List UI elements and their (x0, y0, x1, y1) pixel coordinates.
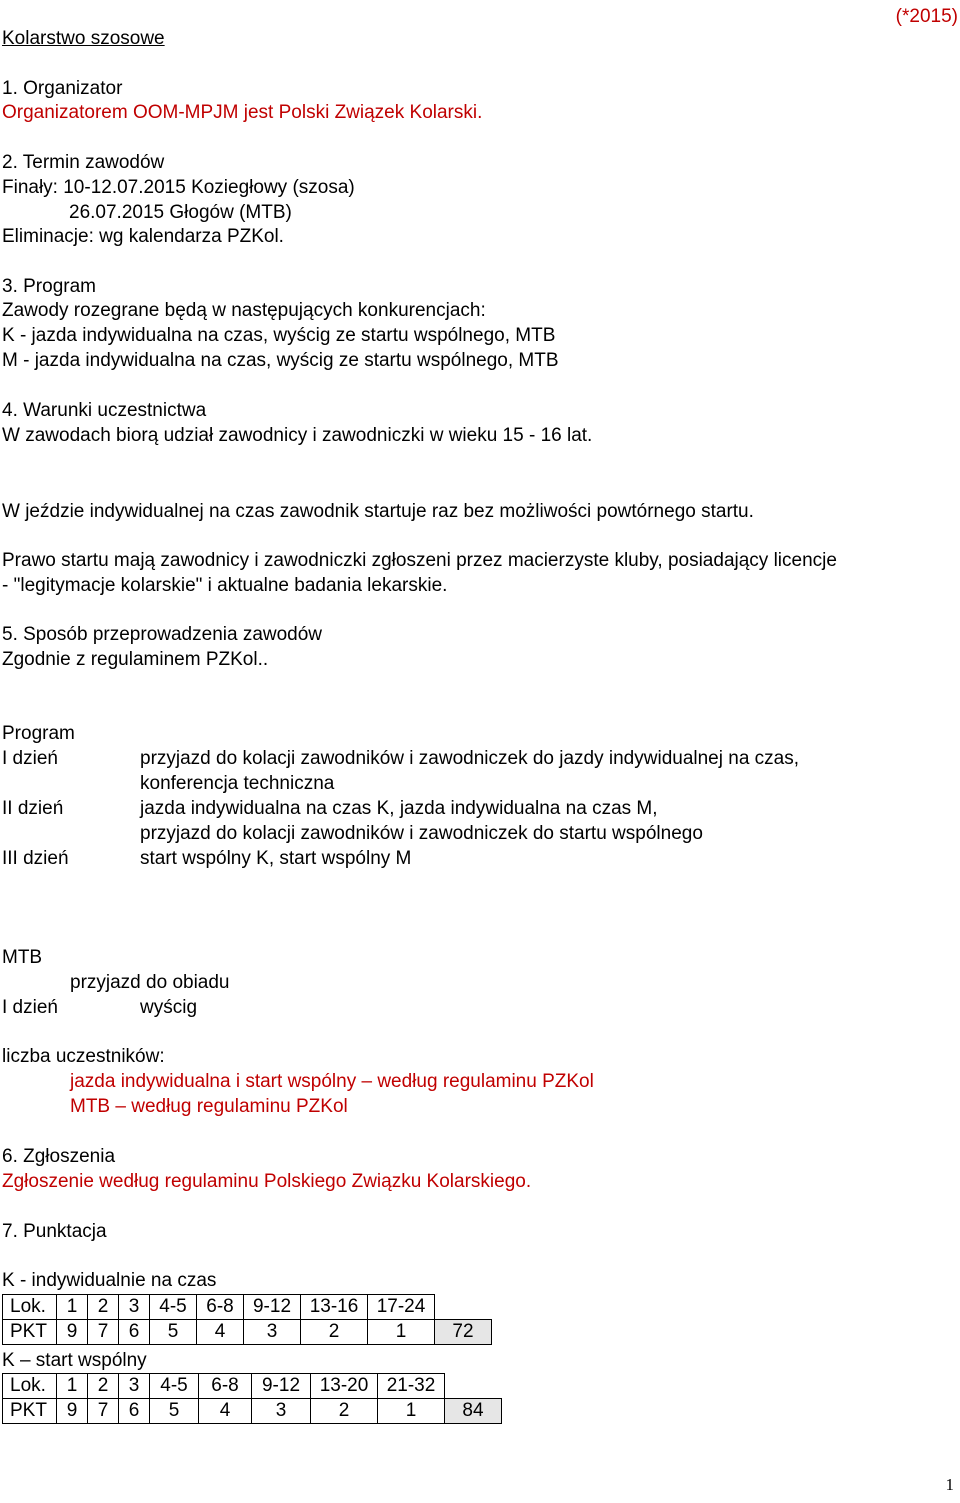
section-1-text: Organizatorem OOM-MPJM jest Polski Związek Kolarski. (2, 102, 483, 123)
day-2-label: II dzień (2, 798, 64, 819)
section-3-heading: 3. Program (2, 276, 96, 297)
total-cell: 84 (445, 1399, 502, 1424)
mtb-heading: MTB (2, 947, 43, 968)
table-cell: 9-12 (252, 1374, 311, 1399)
table-cell: 9-12 (244, 1295, 301, 1320)
table-cell: 9 (57, 1320, 88, 1345)
table-cell: 4-5 (150, 1374, 199, 1399)
section-3-line-3: M - jazda indywidualna na czas, wyścig ze startu wspólnego, MTB (2, 350, 559, 371)
table-cell: 3 (119, 1295, 150, 1320)
table-cell: 6 (119, 1399, 150, 1424)
section-2-line-2: 26.07.2015 Głogów (MTB) (69, 202, 292, 223)
table-row (3, 1295, 492, 1320)
section-6-text: Zgłoszenie według regulaminu Polskiego Związku Kolarskiego. (2, 1171, 532, 1192)
table-cell: 4 (197, 1320, 244, 1345)
table-cell: PKT (3, 1399, 57, 1424)
table-cell: 3 (252, 1399, 311, 1424)
mtb-arrival: przyjazd do obiadu (70, 972, 230, 993)
table-cell: 2 (301, 1320, 368, 1345)
day-3-label: III dzień (2, 848, 69, 869)
table-row (3, 1320, 492, 1345)
table-row (3, 1374, 502, 1399)
road-race-table-heading: K – start wspólny (2, 1350, 147, 1371)
section-3-line-2: K - jazda indywidualna na czas, wyścig ze startu wspólnego, MTB (2, 325, 556, 346)
section-7-heading: 7. Punktacja (2, 1221, 107, 1242)
itt-table-heading: K - indywidualnie na czas (2, 1270, 217, 1291)
table-cell: 21-32 (378, 1374, 445, 1399)
mtb-race: wyścig (140, 997, 198, 1018)
day-1-text-b: konferencja techniczna (140, 773, 335, 794)
day-2-text-b: przyjazd do kolacji zawodników i zawodniczek do startu wspólnego (140, 823, 703, 844)
table-cell: 4 (199, 1399, 252, 1424)
day-3-text: start wspólny K, start wspólny M (140, 848, 412, 869)
section-3-line-1: Zawody rozegrane będą w następujących konkurencjach: (2, 300, 486, 321)
table-cell: 7 (88, 1399, 119, 1424)
day-1-text-a: przyjazd do kolacji zawodników i zawodniczek do jazdy indywidualnej na czas, (140, 748, 800, 769)
table-cell: 6-8 (199, 1374, 252, 1399)
road-race-points-table (2, 1373, 502, 1424)
section-4-line-1: W zawodach biorą udział zawodnicy i zawodniczki w wieku 15 - 16 lat. (2, 425, 593, 446)
program-heading: Program (2, 723, 75, 744)
section-1-heading: 1. Organizator (2, 78, 123, 99)
total-cell: 72 (435, 1320, 492, 1345)
table-cell: 2 (311, 1399, 378, 1424)
section-4-paragraph-3b: - "legitymacje kolarskie" i aktualne badania lekarskie. (2, 575, 448, 596)
table-cell: 2 (88, 1374, 119, 1399)
table-cell: 6-8 (197, 1295, 244, 1320)
mtb-day-label: I dzień (2, 997, 58, 1018)
section-5-heading: 5. Sposób przeprowadzenia zawodów (2, 624, 323, 645)
itt-points-table (2, 1294, 492, 1345)
table-cell: Lok. (3, 1374, 57, 1399)
table-cell: 1 (378, 1399, 445, 1424)
section-4-paragraph-3a: Prawo startu mają zawodnicy i zawodniczki zgłoszeni przez macierzyste kluby, posiadający licencje (2, 550, 837, 571)
year-note: (*2015) (895, 6, 958, 27)
table-cell: 13-16 (301, 1295, 368, 1320)
table-cell: 7 (88, 1320, 119, 1345)
table-cell: 1 (57, 1295, 88, 1320)
section-2-line-3: Eliminacje: wg kalendarza PZKol. (2, 226, 284, 247)
participants-road: jazda indywidualna i start wspólny – według regulaminu PZKol (70, 1071, 594, 1092)
table-cell: 3 (244, 1320, 301, 1345)
page-number: 1 (945, 1475, 954, 1494)
section-5-text: Zgodnie z regulaminem PZKol.. (2, 649, 269, 670)
table-cell: 3 (119, 1374, 150, 1399)
table-cell: 1 (368, 1320, 435, 1345)
section-4-heading: 4. Warunki uczestnictwa (2, 400, 207, 421)
day-2-text-a: jazda indywidualna na czas K, jazda indywidualna na czas M, (140, 798, 658, 819)
table-cell: 4-5 (150, 1295, 197, 1320)
day-1-label: I dzień (2, 748, 58, 769)
participants-mtb: MTB – według regulaminu PZKol (70, 1096, 348, 1117)
section-2-heading: 2. Termin zawodów (2, 152, 165, 173)
document-title: Kolarstwo szosowe (2, 28, 165, 49)
table-cell: 2 (88, 1295, 119, 1320)
table-cell: PKT (3, 1320, 57, 1345)
table-cell: Lok. (3, 1295, 57, 1320)
participants-heading: liczba uczestników: (2, 1046, 165, 1067)
section-4-paragraph-2: W jeździe indywidualnej na czas zawodnik startuje raz bez możliwości powtórnego startu. (2, 501, 754, 522)
table-cell: 5 (150, 1320, 197, 1345)
table-cell: 6 (119, 1320, 150, 1345)
section-6-heading: 6. Zgłoszenia (2, 1146, 116, 1167)
table-cell: 13-20 (311, 1374, 378, 1399)
table-cell: 5 (150, 1399, 199, 1424)
table-cell: 9 (57, 1399, 88, 1424)
table-cell: 17-24 (368, 1295, 435, 1320)
table-cell: 1 (57, 1374, 88, 1399)
section-2-line-1: Finały: 10-12.07.2015 Koziegłowy (szosa) (2, 177, 355, 198)
table-row (3, 1399, 502, 1424)
